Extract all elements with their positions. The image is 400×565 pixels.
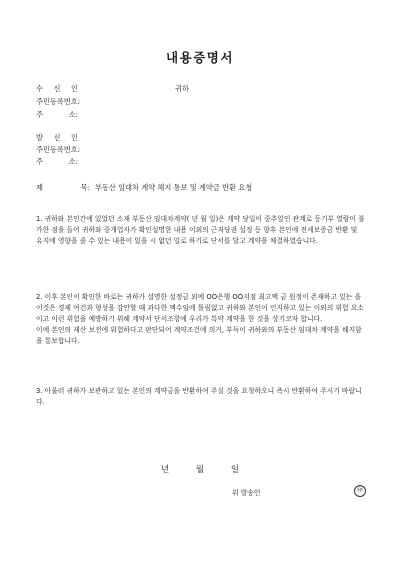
label-char: 수 bbox=[36, 84, 43, 93]
subject-label bbox=[36, 183, 90, 192]
sender-address-label bbox=[36, 157, 78, 166]
label-char: 인 bbox=[71, 84, 78, 93]
recipient-label bbox=[36, 84, 78, 93]
label-char: 신 bbox=[53, 133, 61, 142]
date-month: 월 bbox=[195, 465, 205, 475]
label-char: 제 bbox=[36, 183, 43, 192]
label-char: 발 bbox=[36, 133, 43, 142]
sender-id-label: 주민등록번호: bbox=[36, 145, 81, 154]
date-year: 년 bbox=[160, 465, 170, 475]
label-char: 인 bbox=[71, 133, 78, 142]
date-day: 일 bbox=[230, 465, 240, 475]
paragraph-3: 3. 아울러 귀하가 보관하고 있는 본인의 계약금을 반환하여 주실 것을 요청하오니 즉시 반환하여 주시기 바랍니다. bbox=[36, 387, 362, 406]
label-char: 주 bbox=[36, 157, 43, 166]
recipient-id-label: 주민등록번호: bbox=[36, 97, 81, 106]
label-char: 주 bbox=[36, 110, 43, 119]
recipient-address-label bbox=[36, 110, 78, 119]
signer-label: 위 발송인 bbox=[232, 489, 261, 497]
label-char: 목: bbox=[80, 183, 90, 192]
seal-mark: ㊞ bbox=[354, 485, 366, 497]
label-char: 소: bbox=[68, 157, 78, 166]
document-title: 내용증명서 bbox=[166, 50, 234, 65]
subject-text: 부동산 임대차 계약 해지 통보 및 계약금 반환 요청 bbox=[95, 183, 253, 192]
label-char: 신 bbox=[53, 84, 61, 93]
paragraph-1: 1. 귀하와 본인간에 있었던 소재 부동산 임대차계약( 년 월 일)은 계약 당일이 중추일인 관계로 등기부 열람이 불가한 점을 들어 귀하와 중개업자가 확인설명한 내용 이외의 근저당권 설정 등 향후 본인에 전세보증금 반환 및 유지에 영향을 줄 수 있는 내용이 있을 시 없던 일로 하기로 단서를 달고 계약을 체결하였습니다. bbox=[36, 215, 365, 245]
paragraph-2: 2. 이후 본인이 확인한 바로는 귀하가 설명한 설정금 외에 OO은행 OO지점 최고액 금 원정이 존재하고 있는 을 이것은 경제 여건과 형성을 감안할 때 과다한 액수임에 틀림없고 귀하와 본인이 인지하고 있는 이외의 위험 요소이고 이런 위험을 예방하기 위해 계약서 단서조항에 우리가 특약 계약을 한 것을 상기코자 합니다. 이에 본인의 재산 보전에 위험하다고 판단되어 계약조건에 의거, 부득이 귀하와의 부동산 임대차 계약을 해지함을 통보합니다. bbox=[36, 293, 364, 345]
recipient-honorific: 귀하 bbox=[175, 84, 189, 93]
date-line bbox=[0, 463, 400, 475]
sender-label bbox=[36, 133, 78, 142]
label-char: 소: bbox=[68, 110, 78, 119]
